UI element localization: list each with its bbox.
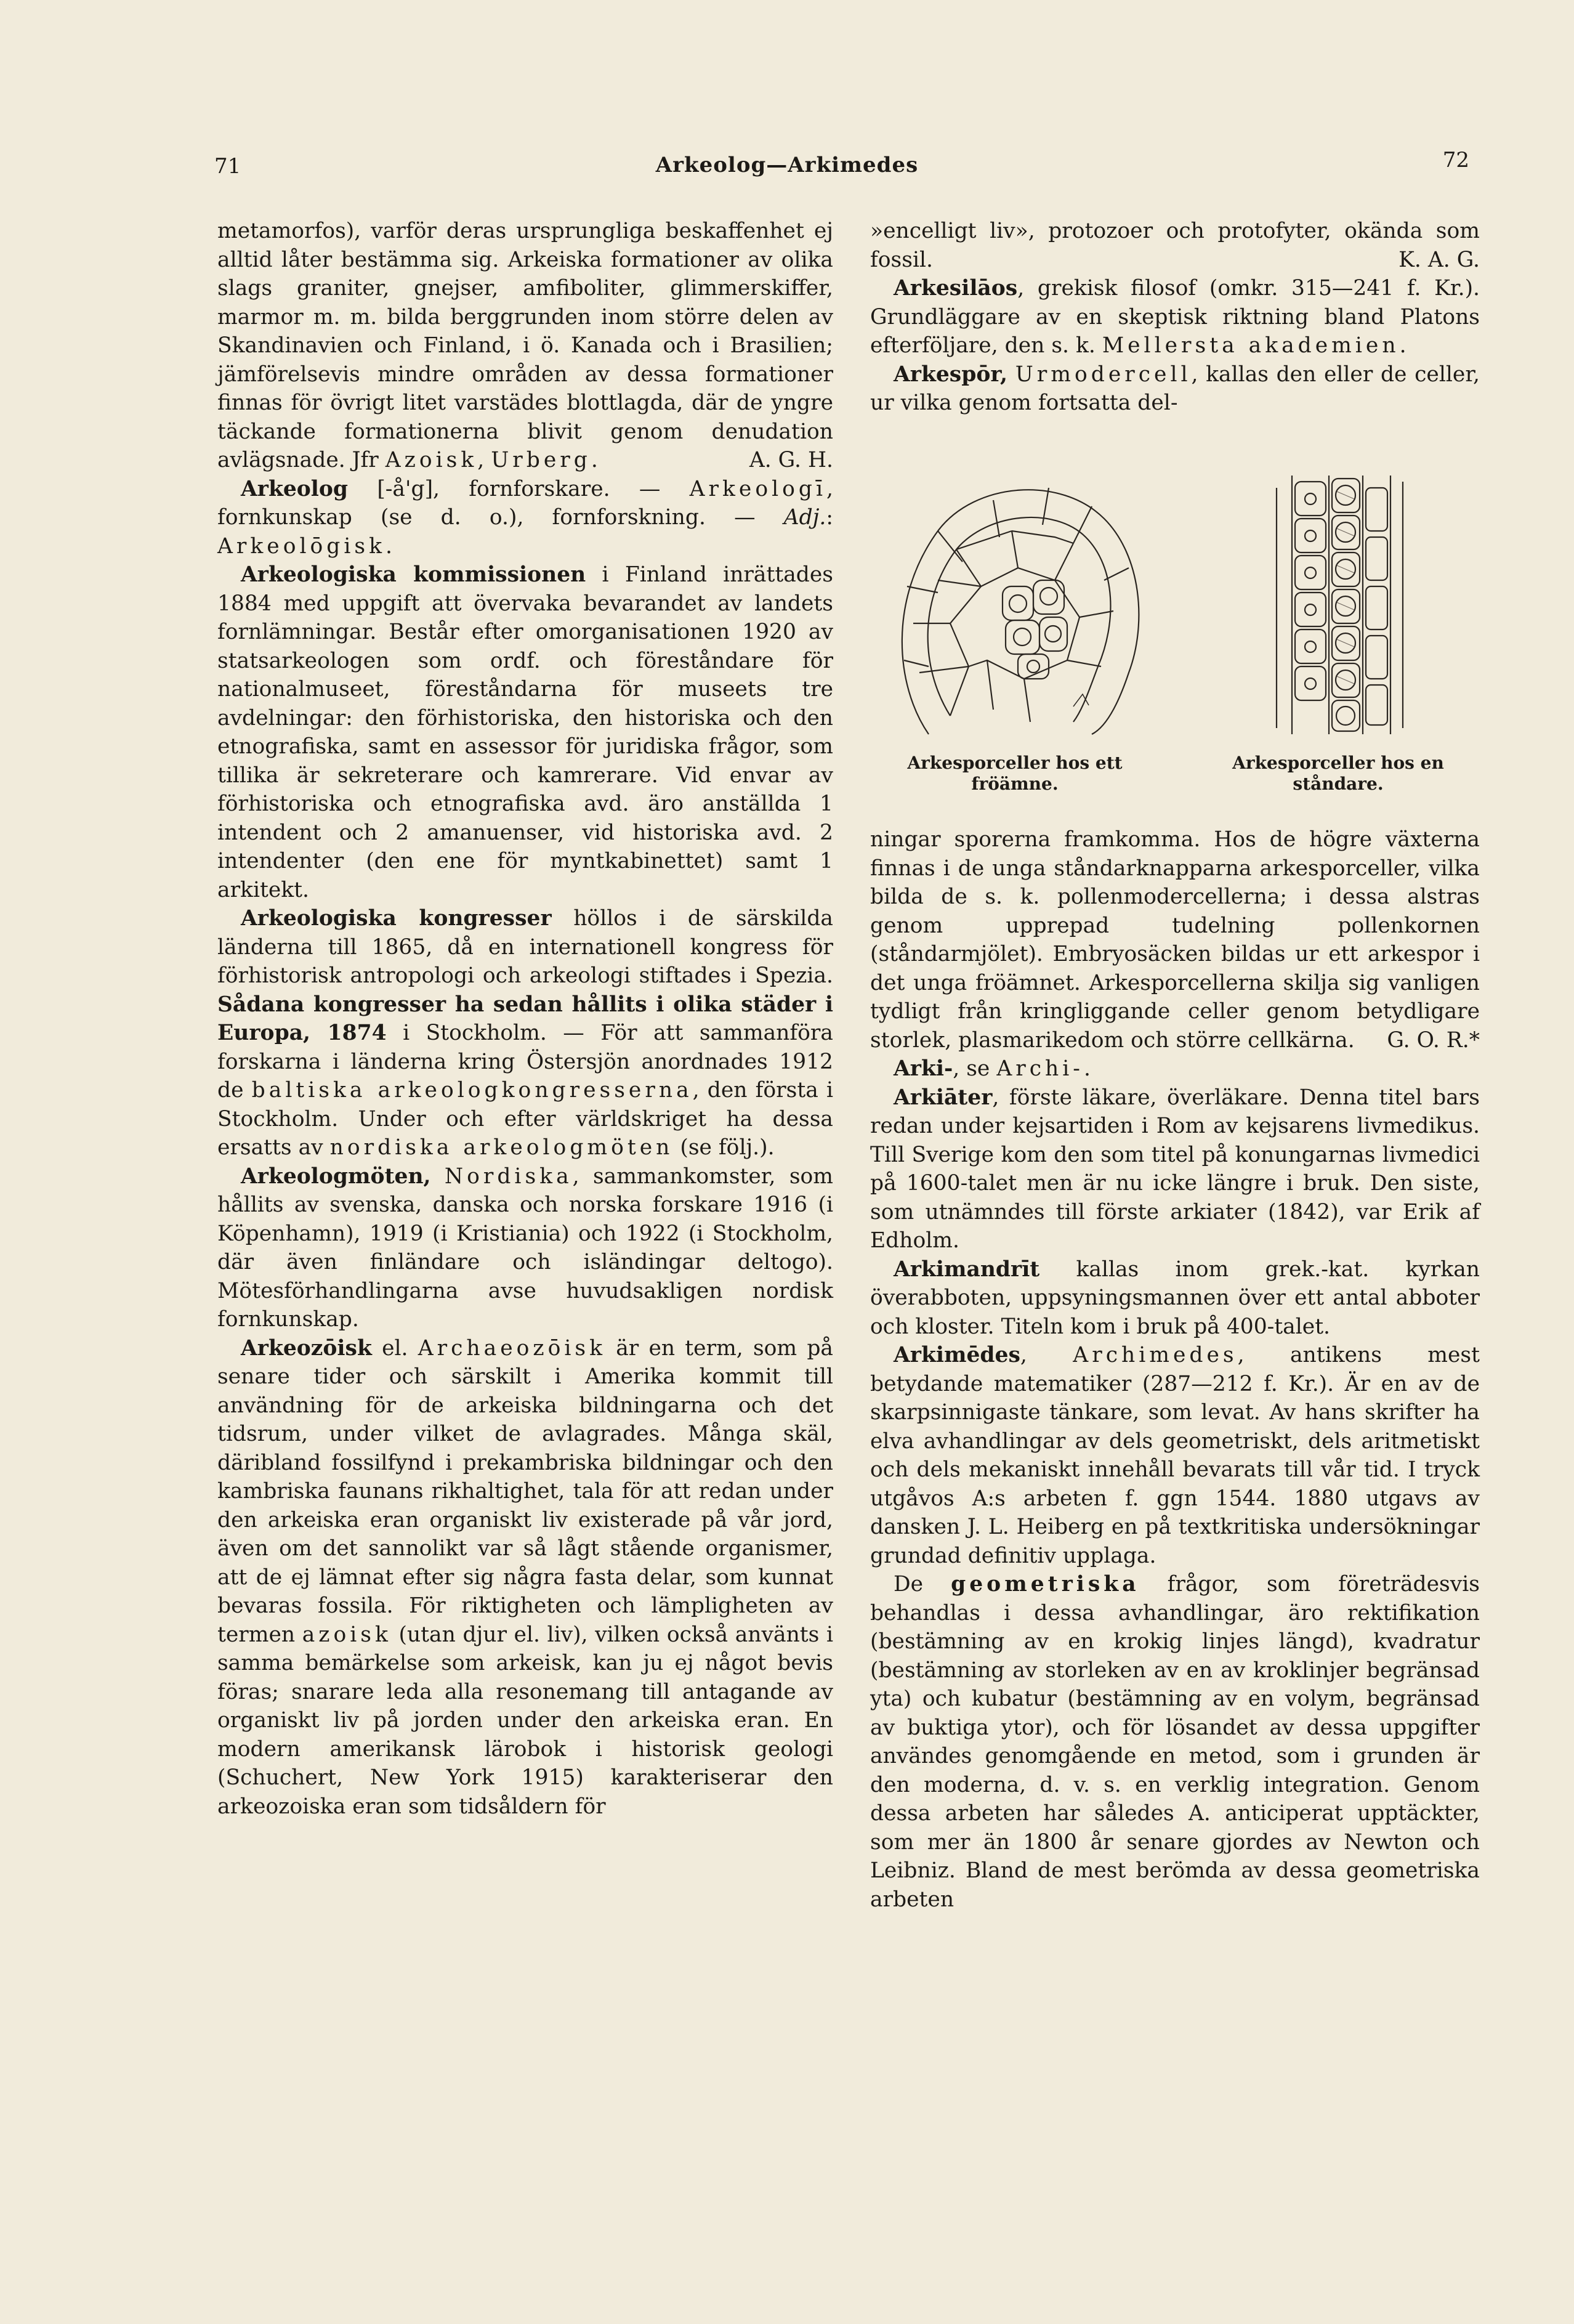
right-column-bottom (870, 825, 1480, 1914)
headword: Arkimēdes (894, 1343, 1020, 1367)
headword: Arkespōr, (894, 362, 1008, 387)
headword: Arkiāter (894, 1085, 993, 1110)
page-number-right: 72 (1442, 148, 1469, 172)
entry-arkeisk-continuation: metamorfos), varför deras ursprungliga beskaffenhet ej alltid låter bestämma sig. Arkeiska formationer av olika slags graniter, gnejser, amfiboliter, glimmerskiffer, marmor m. m. bilda berggrunden inom större delen av Skandinavien och Finland, i ö. Kanada och i Brasilien; jämförelsevis mindre områden av dessa formationer finnas för övrigt litet varstädes blottlagda, där de yngre täckande formationerna blivit genom denudation avlägsnade. Jfr Azoisk, Urberg. A. G. H. (217, 217, 833, 475)
cell-illustration (870, 463, 1480, 747)
headword: Arkeologiska kommissionen (241, 562, 586, 587)
entry-arkeologiska-kommissionen: Arkeologiska kommissionen i Finland inrättades 1884 med uppgift att övervaka bevarandet av landets fornlämningar. Består efter omorganisationen 1920 av statsarkeologen som ordf. och föreståndare för nationalmuseet, föreståndarna för museets tre avdelningar: den förhistoriska, den historiska och den etnografiska, samt en assessor för juridiska frågor, som tillika är sekreterare och kamrerare. Vid envar av förhistoriska och etnografiska avd. äro anställda 1 intendent och 2 amanuenser, vid historiska avd. 2 intendenter (den ene för myntkabinettet) samt 1 arkitekt. (217, 562, 833, 902)
entry-arki: Arki-, se Archi-. (894, 1056, 1091, 1081)
anther-cells (1295, 479, 1387, 731)
entry-arkiater: Arkiāter, förste läkare, överläkare. Denna titel bars redan under kejsartiden i Rom av kejsarens livmedikus. Till Sverige kom den som titel på konungarnas livmedici på 1600-talet men är nu icke längre i bruk. Den siste, som utnämndes till förste arkiater (1842), var Erik af Edholm. (870, 1085, 1480, 1253)
entry-arkeozoisk: Arkeozōisk el. Archaeozōisk är en term, som på senare tider och särskilt i Amerika kommit till användning för de arkeiska bildningarna och det tidsrum, under vilket de avlagrades. Många skäl, däribland fossilfynd i prekambriska bildningar och den kambriska faunans rikhaltighet, tala för att redan under den arkeiska eran organiskt liv existerade på vår jord, även om det sannolikt var så lågt stående organismer, att de ej lämnat efter sig några fasta delar, som kunnat bevaras fossila. För riktigheten och lämpligheten av termen azoisk (utan djur el. liv), vilken också använts i samma bemärkelse som arkeisk, kan ju ej något bevis föras; snarare leda alla resonemang till antagande av organiskt liv på jorden under den arkeiska eran. En modern amerikansk lärobok i historisk geologi (Schuchert, New York 1915) karakteriserar den arkeozoiska eran som tidsåldern för (217, 1335, 833, 1819)
headword: Arkeolog (241, 476, 349, 501)
entry-arkesilaos: Arkesilāos, grekisk filosof (omkr. 315—241 f. Kr.). Grundläggare av en skeptisk riktning bland Platons efterföljare, den s. k. Mellersta akademien. (870, 276, 1480, 358)
entry-arkeologmoten: Arkeologmöten, Nordiska, sammankomster, som hållits av svenska, danska och norska forskare 1916 (i Köpenhamn), 1919 (i Kristiania) och 1922 (i Stockholm, där även finländare och isländingar deltogo). Mötesförhandlingarna avse huvudsakligen nordisk fornkunskap. (217, 1164, 834, 1332)
entry-arkespor-continuation: ningar sporerna framkomma. Hos de högre växterna finnas i de unga ståndarknapparna arkesporceller, vilka bilda de s. k. pollenmodercellerna; i dessa alstras genom upprepad tudelning pollenkornen (ståndarmjölet). Embryosäcken bildas ur ett arkespor i det unga fröämnet. Arkesporcellerna skilja sig vanligen tydligt från kringliggande celler genom betydligare storlek, plasmarikedom och större cellkärna. G. O. R.* (870, 825, 1480, 1055)
author-signature: G. O. R.* (1387, 1027, 1480, 1053)
cross-reference: Urberg (491, 448, 591, 472)
entry-arkimedes: Arkimēdes, Archimedes, antikens mest betydande matematiker (287—212 f. Kr.). Är en av de skarpsinnigaste tänkare, som levat. Av hans skrifter ha elva avhandlingar av dels geometriskt, dels aritmetiskt och dels mekaniskt innehåll bevarats till vår tid. I tryck utgåvos A:s arbeten f. ggn 1544. 1880 utgavs av dansken J. L. Heiberg en på textkritiska undersökningar grundad definitiv upplaga. (870, 1343, 1480, 1568)
entry-arkimedes-geometry: De geometriska frågor, som företrädesvis behandlas i dessa avhandlingar, äro rektifikation (bestämning av en krokig linjes längd), kvadratur (bestämning av storleken av en av kroklinjer begränsad yta) och kubatur (bestämning av en volym, begränsad av buktiga ytor), och för lösandet av dessa uppgifter användes genomgående en metod, som i grunden är den moderna, d. v. s. en verklig integration. Genom dessa arbeten har således A. anticiperat upptäckter, som mer än 1800 år senare gjordes av Newton och Leibniz. Bland de mest berömda av dessa geometriska arbeten (870, 1572, 1480, 1912)
entry-arkeolog: Arkeolog [-å'g], fornforskare. — Arkeologī, fornkunskap (se d. o.), fornforskning. — Adj.: Arkeolōgisk. (217, 476, 833, 559)
running-title: Arkeolog—Arkimedes (655, 153, 919, 177)
headword: Arkeozōisk (241, 1335, 372, 1361)
headword: Arkesilāos (894, 276, 1018, 301)
cross-reference: Azoisk (385, 448, 478, 472)
arkespor-figure (870, 463, 1480, 811)
entry-arkeozoisk-continuation: »encelligt liv», protozoer och protofyter, okända som fossil. K. A. G. (870, 217, 1480, 274)
entry-arkespor: Arkespōr, Urmodercell, kallas den eller de celler, ur vilka genom fortsatta del- (870, 362, 1480, 415)
figure-caption-left: Arkesporceller hos ett fröämne. (907, 753, 1123, 794)
page-number-left: 71 (214, 154, 241, 179)
figure-caption-right: Arkesporceller hos en ståndare. (1232, 753, 1444, 794)
left-column (217, 217, 833, 1821)
author-signature: A. G. H. (749, 448, 833, 472)
right-column-top (870, 217, 1480, 418)
headword: Arki- (894, 1056, 953, 1081)
entry-arkimandrit: Arkimandrīt kallas inom grek.-kat. kyrkan överabboten, uppsyningsmannen över ett antal abboter och kloster. Titeln kom i bruk på 400-talet. (870, 1257, 1480, 1339)
headword: Arkeologmöten, (241, 1164, 431, 1189)
headword: Arkeologiska kongresser (241, 906, 552, 931)
entry-arkeologiska-kongresser: Arkeologiska kongresser höllos i de särskilda länderna till 1865, då en internationell kongress för förhistorisk antropologi och arkeologi stiftades i Spezia. Sådana kongresser ha sedan hållits i olika städer i Europa, 1874 i Stockholm. — För att sammanföra forskarna i länderna kring Östersjön anordnades 1912 de baltiska arkeologkongresserna, den första i Stockholm. Under och efter världskriget ha dessa ersatts av nordiska arkeologmöten (se följ.). (217, 906, 834, 1160)
author-signature: K. A. G. (1398, 247, 1480, 272)
headword: Arkimandrīt (894, 1257, 1040, 1282)
